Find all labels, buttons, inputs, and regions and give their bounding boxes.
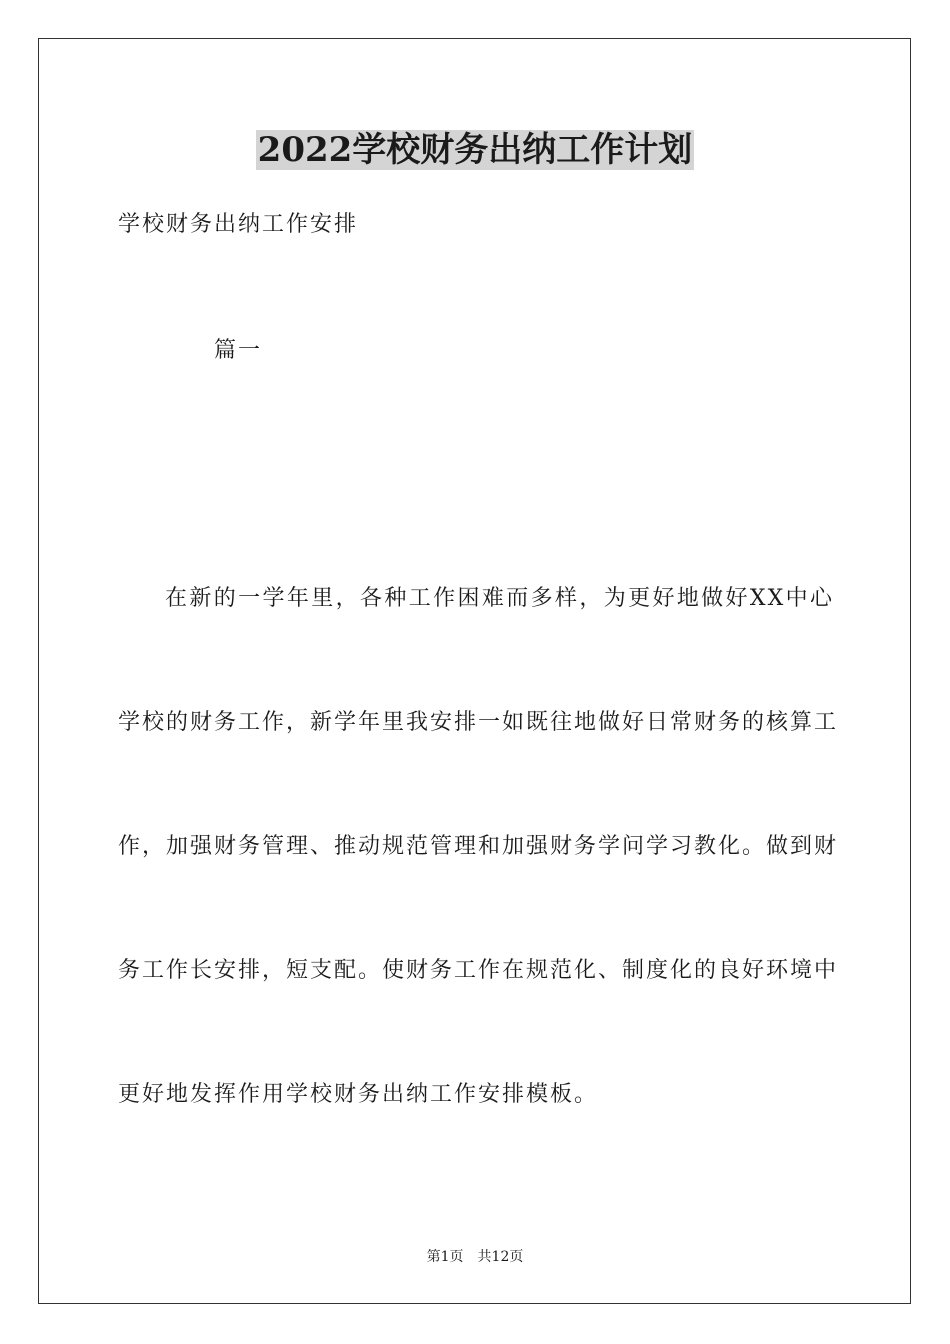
document-title-text: 2022学校财务出纳工作计划	[257, 130, 693, 170]
page-footer	[0, 1247, 950, 1267]
document-title	[0, 128, 950, 172]
subtitle: 学校财务出纳工作安排	[118, 212, 359, 237]
paragraph-line: 作，加强财务管理、推动规范管理和加强财务学问学习教化。做到财	[118, 834, 839, 859]
paragraph-line: 在新的一学年里，各种工作困难而多样，为更好地做好XX中心	[165, 586, 834, 611]
section-label: 篇一	[214, 338, 263, 363]
page-number-current: 第1页	[426, 1249, 464, 1265]
paragraph-line: 更好地发挥作用学校财务出纳工作安排模板。	[118, 1082, 599, 1107]
page-number-total: 共12页	[477, 1249, 524, 1265]
paragraph-line: 学校的财务工作，新学年里我安排一如既往地做好日常财务的核算工	[118, 710, 839, 735]
paragraph-line: 务工作长安排，短支配。使财务工作在规范化、制度化的良好环境中	[118, 958, 839, 983]
